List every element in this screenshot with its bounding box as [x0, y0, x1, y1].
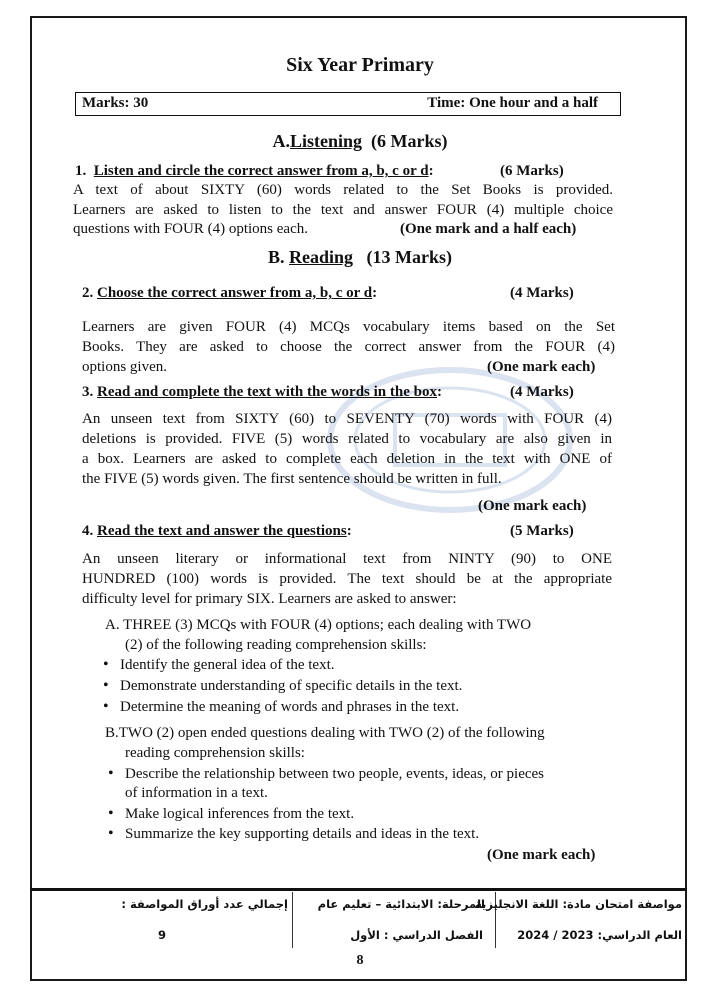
q4-marks: (5 Marks)	[510, 523, 574, 539]
q4-desc-line-2: HUNDRED (100) words is provided. The text should be at the appropriate	[82, 571, 612, 587]
q4-part-a-line-1: A. THREE (3) MCQs with FOUR (4) options; each dealing with TWO	[105, 617, 532, 633]
q4-part-a-bullet-3: • Determine the meaning of words and phrases in the text.	[120, 697, 459, 717]
page-number: 8	[356, 953, 364, 968]
footer-total-pages-label: إجمالي عدد أوراق المواصفة :	[121, 897, 288, 911]
q4-desc-line-3: difficulty level for primary SIX. Learners are asked to answer:	[82, 591, 457, 607]
footer-divider	[30, 888, 687, 891]
footer-total-pages: 9	[158, 928, 167, 942]
q4-part-a-bullet-2: • Demonstrate understanding of specific details in the text.	[120, 676, 462, 696]
q3-desc-line-1: An unseen text from SIXTY (60) to SEVENTY (70) words with FOUR (4)	[82, 411, 612, 427]
q2-heading: 2. Choose the correct answer from a, b, c or d:	[82, 285, 378, 301]
q3-desc-line-3: a box. Learners are asked to complete each deletion in the text with ONE of	[82, 451, 612, 467]
q4-part-b-bullet-3: • Summarize the key supporting details and ideas in the text.	[125, 824, 479, 844]
q2-desc-line-2: Books. They are asked to choose the correct answer from the FOUR (4)	[82, 339, 615, 355]
section-a-name: Listening	[289, 131, 363, 151]
footer-term: الفصل الدراسي : الأول	[350, 928, 483, 942]
q2-desc-line-3: options given.	[82, 359, 167, 375]
footer-spec-subject: مواصفة امتحان مادة: اللغة الانجليزية	[475, 897, 682, 911]
q2-number: 2.	[82, 285, 94, 301]
q4-heading: 4. Read the text and answer the questions:	[82, 523, 352, 539]
q1-marking-note: (One mark and a half each)	[400, 221, 577, 237]
exam-time: Time: One hour and a half	[427, 95, 598, 111]
q3-desc-line-2: deletions is provided. FIVE (5) words related to vocabulary are also given in	[82, 431, 612, 447]
footer-column-separator-2	[292, 892, 293, 948]
q1-desc-line-3: questions with FOUR (4) options each.	[73, 221, 308, 237]
q3-marks: (4 Marks)	[510, 384, 574, 400]
q1-heading: 1. Listen and circle the correct answer from a, b, c or d:	[75, 163, 434, 179]
q2-desc-line-1: Learners are given FOUR (4) MCQs vocabulary items based on the Set	[82, 319, 615, 335]
section-b-name: Reading	[289, 247, 354, 267]
q4-part-a-line-2: (2) of the following reading comprehension skills:	[125, 637, 427, 653]
section-a-letter: A.	[272, 131, 290, 151]
q2-marking-note: (One mark each)	[487, 359, 596, 375]
footer-stage: المرحلة: الابتدائية – تعليم عام	[317, 897, 485, 911]
marks-time-box	[75, 92, 621, 116]
section-b-heading	[0, 247, 720, 268]
total-marks: Marks: 30	[82, 95, 149, 111]
page-title: Six Year Primary	[286, 54, 434, 76]
q2-title: Choose the correct answer from a, b, c or d	[97, 285, 373, 301]
section-b-marks: (13 Marks)	[366, 247, 452, 267]
q4-part-b-line-1: B.TWO (2) open ended questions dealing with TWO (2) of the following	[105, 725, 545, 741]
section-b-letter: B.	[267, 247, 285, 267]
footer-academic-year: العام الدراسي: 2023 / 2024	[517, 928, 682, 942]
q3-marking-note: (One mark each)	[478, 498, 587, 514]
q1-marks: (6 Marks)	[500, 163, 564, 179]
q3-title: Read and complete the text with the words in the box	[97, 384, 437, 400]
q4-part-b-line-2: reading comprehension skills:	[125, 745, 305, 761]
q4-marking-note: (One mark each)	[487, 847, 596, 863]
q1-desc-line-1: A text of about SIXTY (60) words related to the Set Books is provided.	[73, 182, 613, 198]
q4-desc-line-1: An unseen literary or informational text from NINTY (90) to ONE	[82, 551, 612, 567]
q4-part-b-bullet-1: • Describe the relationship between two people, events, ideas, or pieces	[125, 764, 544, 784]
q3-heading: 3. Read and complete the text with the words in the box:	[82, 384, 442, 400]
q4-number: 4.	[82, 523, 94, 539]
q4-part-b-bullet-2: • Make logical inferences from the text.	[125, 804, 354, 824]
q1-title: Listen and circle the correct answer from a, b, c or d	[93, 163, 429, 179]
q4-title: Read the text and answer the questions	[97, 523, 347, 539]
q3-number: 3.	[82, 384, 94, 400]
q2-marks: (4 Marks)	[510, 285, 574, 301]
q4-part-a-bullet-1: • Identify the general idea of the text.	[120, 655, 335, 675]
q1-desc-line-2: Learners are asked to listen to the text and answer FOUR (4) multiple choice	[73, 202, 613, 218]
section-a-heading	[0, 131, 720, 152]
q3-desc-line-4: the FIVE (5) words given. The first sentence should be written in full.	[82, 471, 502, 487]
q1-number: 1.	[75, 163, 87, 179]
section-a-marks: (6 Marks)	[371, 131, 448, 151]
q4-part-b-bullet-1-cont: of information in a text.	[125, 785, 268, 801]
